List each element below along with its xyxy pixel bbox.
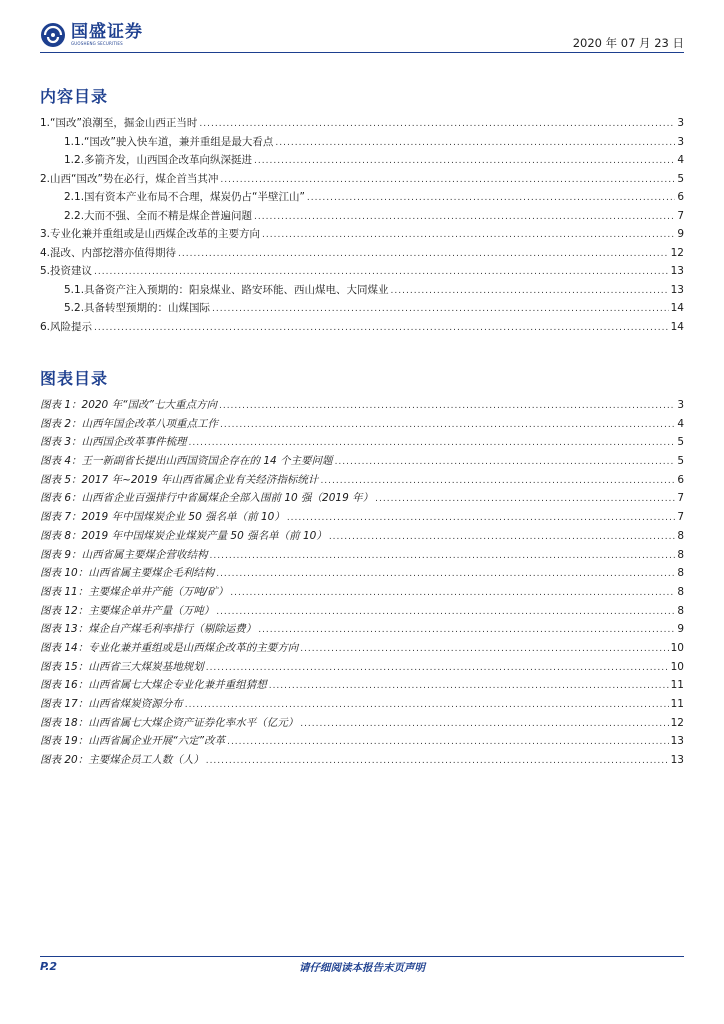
figure-entry-page: 6	[677, 473, 684, 486]
figure-entry-label: 图表 13：煤企自产煤毛利率排行（剔除运费）	[40, 623, 257, 636]
dot-leader	[94, 322, 669, 335]
company-logo	[40, 22, 143, 48]
dot-leader	[219, 400, 675, 413]
figure-entry[interactable]	[40, 735, 684, 748]
dot-leader	[178, 248, 669, 261]
figure-entry[interactable]	[40, 717, 684, 730]
figure-entry-page: 12	[670, 716, 684, 729]
figure-entry[interactable]	[40, 436, 684, 449]
figure-entry-page: 5	[677, 455, 684, 468]
toc-entry-page: 3	[677, 135, 684, 148]
dot-leader	[210, 550, 676, 563]
figure-entry-label: 图表 10：山西省属主要煤企毛利结构	[40, 567, 215, 580]
dot-leader	[220, 419, 675, 432]
toc-entry[interactable]	[40, 247, 684, 260]
dot-leader	[206, 755, 669, 768]
figure-entry[interactable]	[40, 474, 684, 487]
dot-leader	[199, 118, 675, 131]
figure-entry-label: 图表 12：主要煤企单井产量（万吨）	[40, 604, 215, 617]
footer-divider	[40, 956, 684, 957]
dot-leader	[220, 174, 675, 187]
figure-entry-page: 13	[670, 735, 684, 748]
figure-list-title: 图表目录	[40, 369, 109, 388]
dot-leader	[254, 211, 675, 224]
figure-entry[interactable]	[40, 754, 684, 767]
figure-entry[interactable]	[40, 511, 684, 524]
figure-entry-label: 图表 5：2017 年~2019 年山西省属企业有关经济指标统计	[40, 473, 319, 486]
figure-entry[interactable]	[40, 549, 684, 562]
figure-entry[interactable]	[40, 698, 684, 711]
toc-entry-label: 4.混改、内部挖潜亦值得期待	[40, 246, 177, 259]
dot-leader	[329, 531, 676, 544]
figure-entry-page: 13	[670, 754, 684, 767]
figure-entry-label: 图表 16：山西省属七大煤企专业化兼并重组猜想	[40, 679, 267, 692]
toc-entry[interactable]	[40, 191, 684, 204]
figure-entry-page: 8	[677, 548, 684, 561]
figure-entry-page: 4	[677, 417, 684, 430]
figure-entry-label: 图表 15：山西省三大煤炭基地规划	[40, 660, 204, 673]
toc-entry[interactable]	[40, 302, 684, 315]
figure-entry[interactable]	[40, 455, 684, 468]
figure-entry-label: 图表 8：2019 年中国煤炭企业煤炭产量 50 强名单（前 10）	[40, 529, 327, 542]
figure-entry[interactable]	[40, 399, 684, 412]
figure-entry[interactable]	[40, 623, 684, 636]
toc-entry[interactable]	[40, 136, 684, 149]
figure-entry-label: 图表 1：2020 年“国改”七大重点方向	[40, 399, 217, 411]
page-number: P.2	[40, 960, 58, 973]
logo-name: 国盛证券	[71, 22, 143, 42]
toc-entry-label: 1.2.多箭齐发，山西国企改革向纵深挺进	[64, 154, 253, 166]
figure-entry-label: 图表 11：主要煤企单井产能（万吨/矿）	[40, 585, 229, 598]
figure-entry-page: 8	[677, 585, 684, 598]
disclaimer-note: 请仔细阅读本报告末页声明	[299, 962, 425, 974]
figure-entry-page: 5	[677, 436, 684, 449]
dot-leader	[230, 587, 675, 600]
dot-leader	[307, 192, 675, 205]
toc-entry-label: 2.1.国有资本产业布局不合理，煤炭仍占“半壁江山”	[64, 191, 305, 203]
figure-entry[interactable]	[40, 586, 684, 599]
toc-entry-page: 4	[677, 154, 684, 166]
dot-leader	[269, 680, 669, 693]
toc-entry-label: 5.投资建议	[40, 265, 93, 277]
figure-entry[interactable]	[40, 567, 684, 580]
toc-entry[interactable]	[40, 117, 684, 130]
toc-entry[interactable]	[40, 265, 684, 278]
dot-leader	[275, 137, 675, 150]
figure-entry-page: 10	[670, 641, 684, 654]
dot-leader	[216, 606, 675, 619]
toc-entry-label: 6.风险提示	[40, 320, 93, 333]
toc-entry[interactable]	[40, 154, 684, 167]
figure-list	[40, 399, 684, 773]
toc-entry[interactable]	[40, 228, 684, 241]
figure-entry-page: 8	[677, 604, 684, 617]
figure-entry[interactable]	[40, 661, 684, 674]
dot-leader	[94, 266, 669, 279]
toc-entry-label: 1.“国改”浪潮至，掘金山西正当时	[40, 117, 198, 129]
toc-entry-page: 12	[670, 246, 684, 259]
figure-entry[interactable]	[40, 679, 684, 692]
toc-list	[40, 117, 684, 339]
report-date: 2020 年 07 月 23 日	[572, 36, 684, 50]
toc-entry-label: 5.2.具备转型预期的：山煤国际	[64, 302, 211, 314]
guosheng-logo-icon	[40, 22, 66, 48]
page-header	[40, 20, 684, 52]
figure-entry-page: 8	[677, 567, 684, 580]
figure-entry-label: 图表 17：山西省煤炭资源分布	[40, 698, 183, 710]
logo-subtitle: GUOSHENG SECURITIES	[71, 41, 123, 46]
toc-entry[interactable]	[40, 173, 684, 186]
dot-leader	[375, 493, 675, 506]
figure-entry-label: 图表 3：山西国企改革事件梳理	[40, 436, 187, 449]
toc-entry-page: 7	[677, 209, 684, 222]
figure-entry-page: 11	[670, 679, 684, 692]
toc-entry[interactable]	[40, 210, 684, 223]
figure-entry-page: 3	[677, 399, 684, 411]
dot-leader	[262, 229, 675, 242]
figure-entry-label: 图表 18：山西省属七大煤企资产证券化率水平（亿元）	[40, 716, 299, 729]
toc-entry-page: 3	[677, 117, 684, 129]
toc-entry-page: 14	[670, 320, 684, 333]
figure-entry-label: 图表 14：专业化兼并重组或是山西煤企改革的主要方向	[40, 641, 299, 654]
toc-entry-label: 2.2.大而不强、全而不精是煤企普遍问题	[64, 209, 253, 222]
toc-entry[interactable]	[40, 284, 684, 297]
dot-leader	[258, 624, 675, 637]
toc-entry-page: 14	[670, 302, 684, 314]
figure-entry-label: 图表 20：主要煤企员工人数（人）	[40, 754, 204, 767]
figure-entry[interactable]	[40, 530, 684, 543]
toc-entry-page: 6	[677, 191, 684, 203]
dot-leader	[206, 662, 669, 675]
figure-entry-page: 7	[677, 492, 684, 505]
figure-entry-label: 图表 4：王一新副省长提出山西国资国企存在的 14 个主要问题	[40, 455, 333, 468]
toc-entry-page: 5	[677, 172, 684, 185]
figure-entry-label: 图表 9：山西省属主要煤企营收结构	[40, 548, 208, 561]
figure-entry-label: 图表 2：山西年国企改革八项重点工作	[40, 417, 219, 430]
figure-entry-page: 7	[677, 511, 684, 524]
figure-entry-page: 11	[670, 698, 684, 710]
dot-leader	[391, 285, 669, 298]
dot-leader	[254, 155, 675, 168]
figure-entry-label: 图表 19：山西省属企业开展“六定”改革	[40, 735, 226, 748]
toc-entry[interactable]	[40, 321, 684, 334]
toc-entry-label: 5.1.具备资产注入预期的：阳泉煤业、路安环能、西山煤电、大同煤业	[64, 283, 389, 296]
dot-leader	[212, 303, 669, 316]
figure-entry[interactable]	[40, 492, 684, 505]
figure-entry[interactable]	[40, 605, 684, 618]
toc-title: 内容目录	[40, 87, 109, 106]
toc-entry-label: 3.专业化兼并重组或是山西煤企改革的主要方向	[40, 228, 261, 240]
dot-leader	[335, 456, 676, 469]
dot-leader	[216, 568, 675, 581]
dot-leader	[300, 643, 668, 656]
dot-leader	[287, 512, 676, 525]
toc-entry-label: 2.山西“国改”势在必行，煤企首当其冲	[40, 172, 219, 185]
toc-entry-page: 13	[670, 265, 684, 277]
dot-leader	[185, 699, 669, 712]
figure-entry-label: 图表 6：山西省企业百强排行中省属煤企全部入围前 10 强（2019 年）	[40, 492, 374, 505]
figure-entry-page: 10	[670, 660, 684, 673]
dot-leader	[227, 736, 669, 749]
figure-entry-page: 9	[677, 623, 684, 636]
figure-entry-page: 8	[677, 529, 684, 542]
toc-entry-page: 9	[677, 228, 684, 240]
toc-entry-label: 1.1.“国改”驶入快车道，兼并重组是最大看点	[64, 135, 274, 148]
dot-leader	[320, 475, 675, 488]
header-divider	[40, 52, 684, 53]
figure-entry[interactable]	[40, 418, 684, 431]
figure-entry-label: 图表 7：2019 年中国煤炭企业 50 强名单（前 10）	[40, 511, 285, 524]
dot-leader	[189, 437, 676, 450]
toc-entry-page: 13	[670, 283, 684, 296]
figure-entry[interactable]	[40, 642, 684, 655]
dot-leader	[300, 718, 668, 731]
